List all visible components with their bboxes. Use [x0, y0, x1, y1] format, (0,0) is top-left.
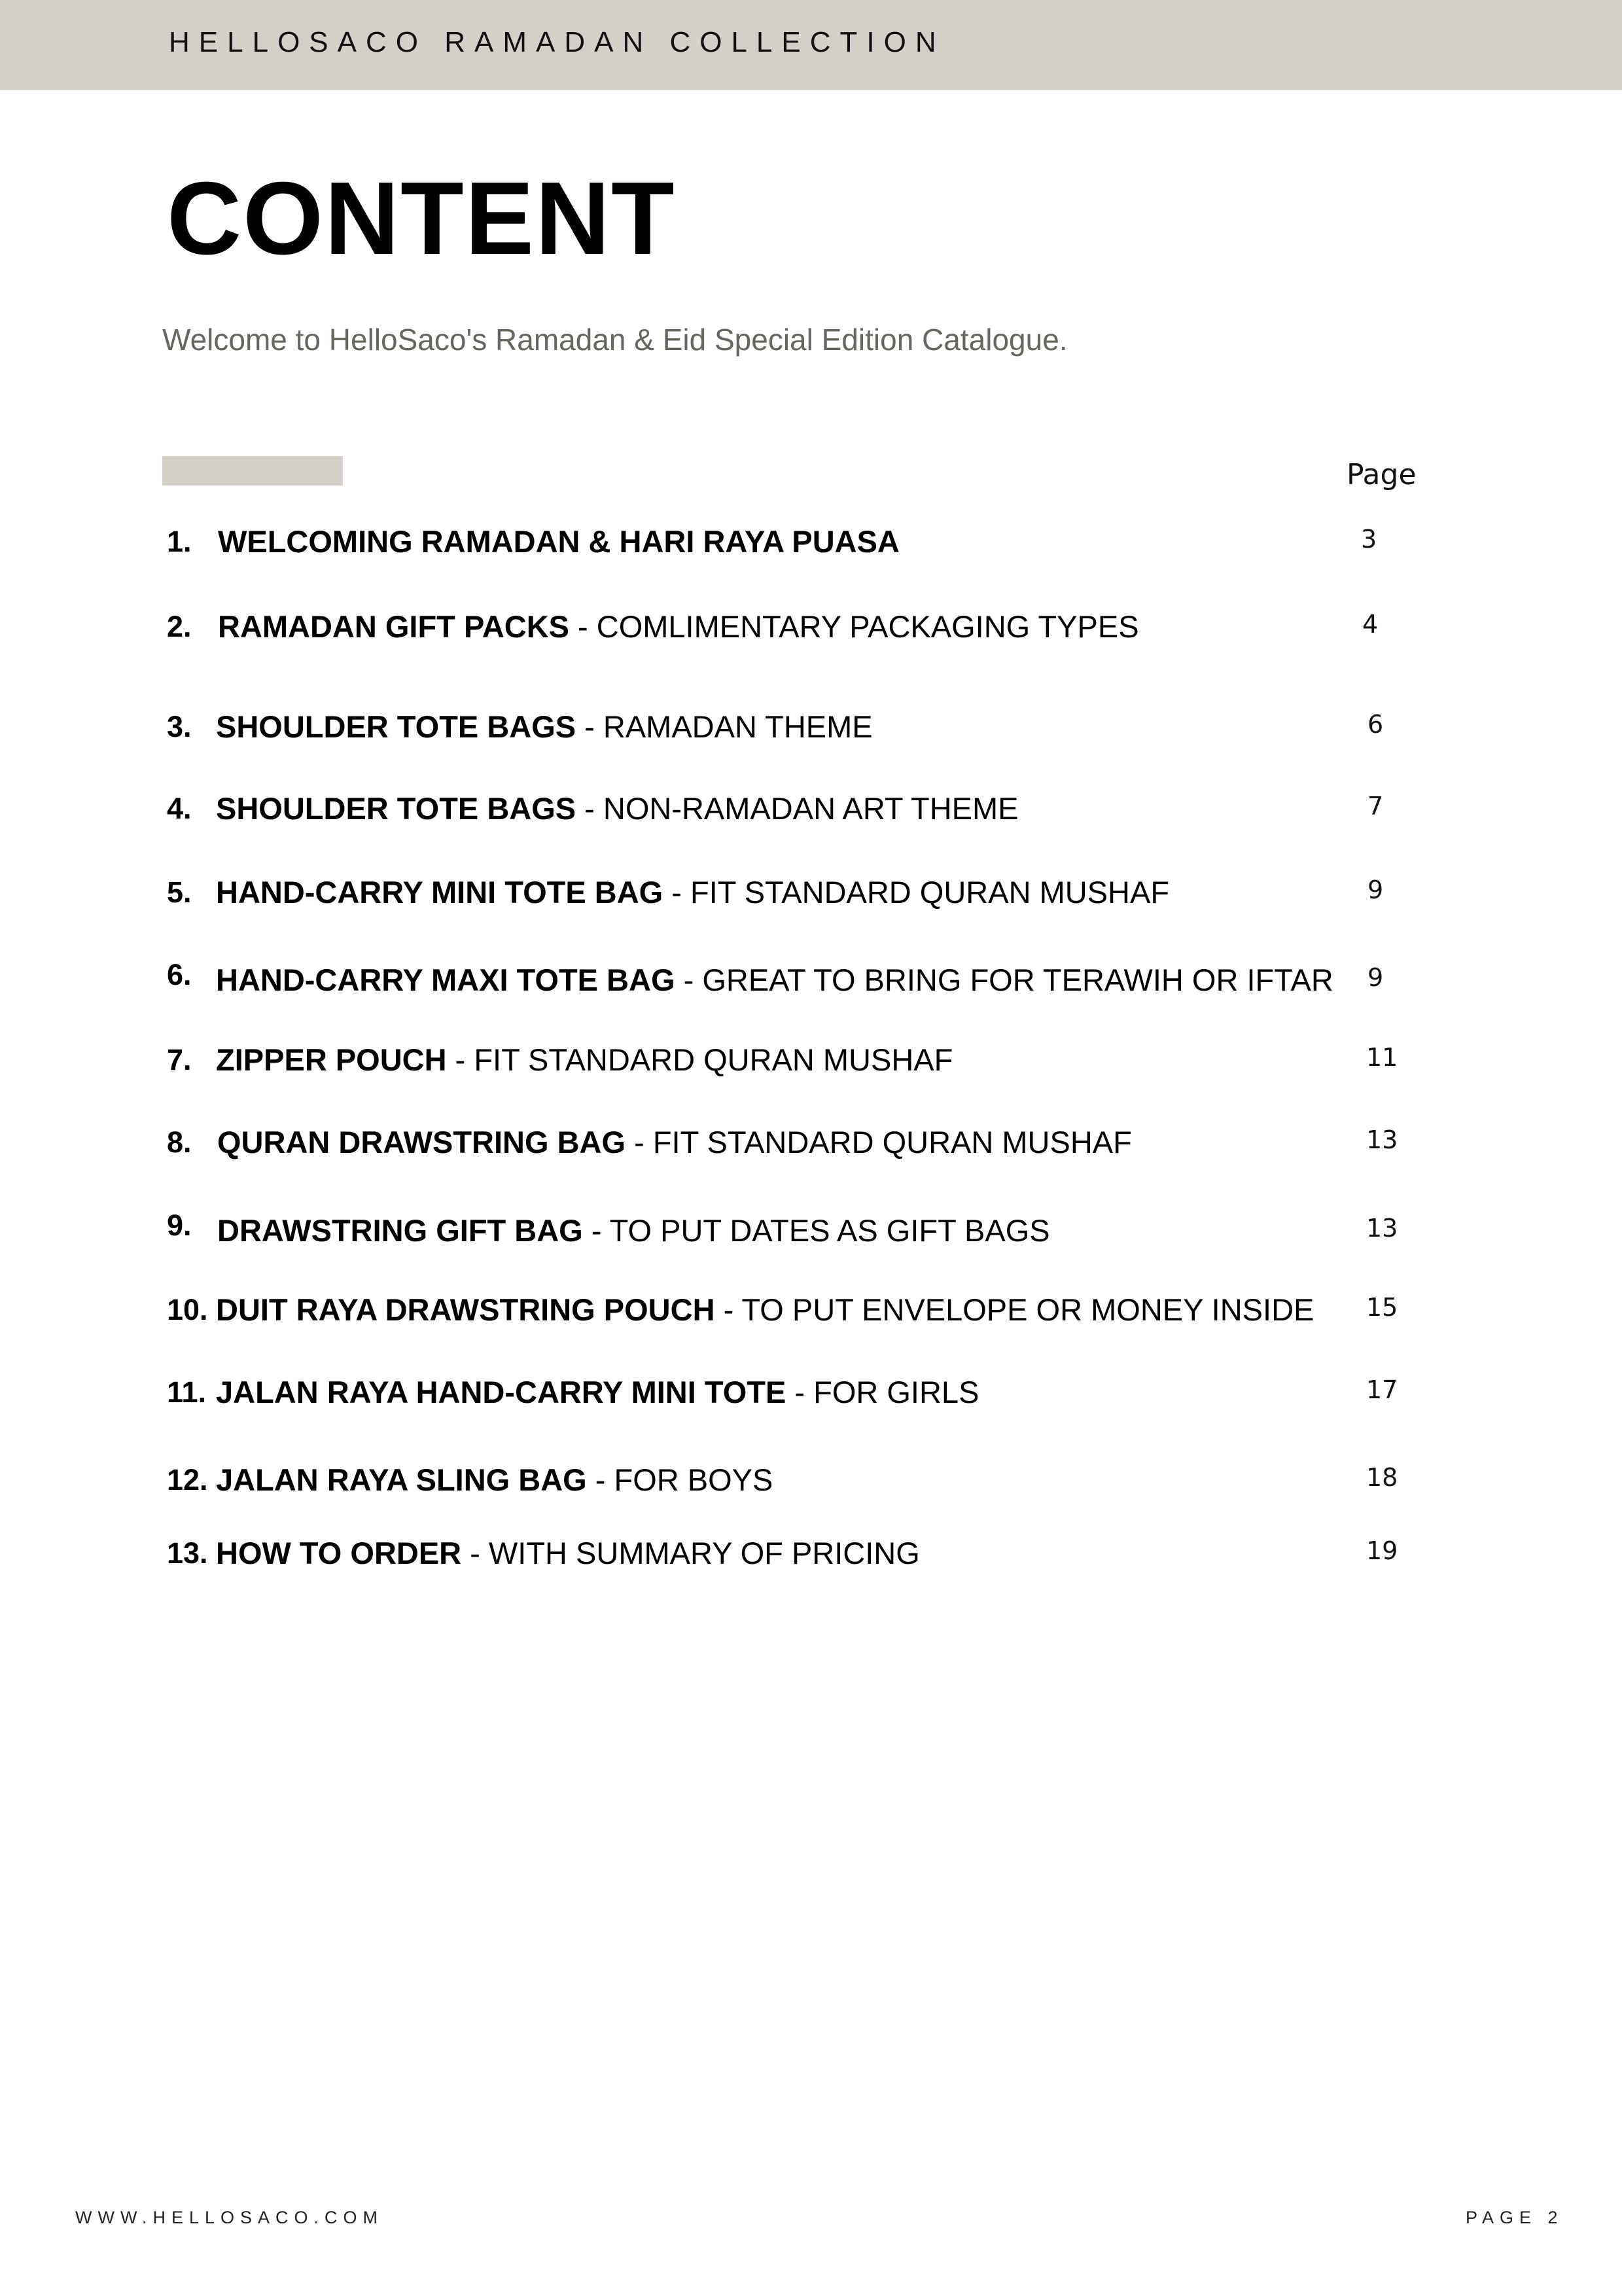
toc-entry[interactable] — [0, 874, 1622, 913]
toc-entry-subtitle: - FIT STANDARD QURAN MUSHAF — [663, 875, 1170, 910]
toc-entry-number: 1. — [167, 525, 192, 558]
toc-entry-page: 3 — [1361, 525, 1377, 554]
toc-entry-page: 4 — [1362, 610, 1379, 639]
toc-entry-page: 15 — [1366, 1293, 1398, 1322]
toc-entry-page: 13 — [1366, 1125, 1398, 1154]
footer-website[interactable]: WWW.HELLOSACO.COM — [75, 2208, 384, 2227]
toc-entry-title: JALAN RAYA HAND-CARRY MINI TOTE — [216, 1375, 786, 1409]
header-bar — [0, 0, 1622, 90]
toc-entry-title: DUIT RAYA DRAWSTRING POUCH — [216, 1292, 715, 1327]
toc-entry-page: 9 — [1367, 963, 1384, 992]
toc-entry[interactable] — [0, 1292, 1622, 1331]
toc-entry-title: JALAN RAYA SLING BAG — [216, 1462, 587, 1497]
toc-entry-subtitle: - TO PUT DATES AS GIFT BAGS — [582, 1213, 1050, 1248]
toc-entry-title: HOW TO ORDER — [216, 1536, 462, 1570]
toc-entry-subtitle: - FOR GIRLS — [786, 1375, 979, 1409]
toc-entry-title: QURAN DRAWSTRING BAG — [217, 1125, 626, 1159]
toc-entry[interactable] — [0, 1042, 1622, 1081]
toc-entry-number: 2. — [167, 610, 192, 643]
toc-entry-subtitle: - GREAT TO BRING FOR TERAWIH OR IFTAR — [675, 963, 1333, 997]
toc-entry-page: 11 — [1366, 1043, 1398, 1072]
toc-entry-number: 11. — [167, 1375, 207, 1409]
toc-entry[interactable] — [0, 1124, 1622, 1163]
collection-title: HELLOSACO RAMADAN COLLECTION — [169, 26, 945, 58]
toc-entry-page: 6 — [1367, 710, 1384, 739]
toc-entry-page: 17 — [1366, 1375, 1398, 1404]
toc-entry-number: 13. — [167, 1536, 208, 1570]
toc-entry-number: 10. — [167, 1293, 208, 1326]
toc-entry-subtitle: - NON-RAMADAN ART THEME — [576, 791, 1019, 826]
toc-entry[interactable] — [0, 523, 1622, 563]
toc-entry[interactable] — [0, 790, 1622, 830]
toc-entry-subtitle: - RAMADAN THEME — [576, 709, 873, 744]
toc-entry-number: 9. — [167, 1209, 192, 1242]
toc-entry-number: 4. — [167, 792, 192, 825]
toc-entry-page: 9 — [1367, 875, 1384, 904]
toc-entry[interactable] — [0, 609, 1622, 648]
toc-entry-number: 12. — [167, 1463, 208, 1496]
toc-entry[interactable] — [0, 709, 1622, 748]
toc-entry-subtitle: - TO PUT ENVELOPE OR MONEY INSIDE — [714, 1292, 1314, 1327]
toc-entry-subtitle: - COMLIMENTARY PACKAGING TYPES — [569, 609, 1139, 644]
toc-entry-subtitle: - FIT STANDARD QURAN MUSHAF — [446, 1042, 953, 1077]
toc-entry-number: 5. — [167, 875, 192, 909]
toc-entry-number: 6. — [167, 958, 192, 991]
toc-entry-title: WELCOMING RAMADAN & HARI RAYA PUASA — [218, 524, 900, 559]
toc-entry-page: 13 — [1366, 1214, 1398, 1243]
toc-entry[interactable] — [0, 1374, 1622, 1413]
toc-entry[interactable] — [0, 1209, 1622, 1252]
toc-entry-page: 18 — [1366, 1463, 1398, 1492]
footer-page-number: PAGE 2 — [1466, 2208, 1564, 2227]
page-title: CONTENT — [167, 161, 676, 276]
toc-entry-subtitle: - FOR BOYS — [586, 1462, 773, 1497]
toc-entry-number: 3. — [167, 710, 192, 743]
toc-entry-number: 8. — [167, 1125, 192, 1159]
toc-entry-title: SHOULDER TOTE BAGS — [216, 791, 576, 826]
toc-entry-title: ZIPPER POUCH — [216, 1042, 447, 1077]
toc-entry-number: 7. — [167, 1043, 192, 1076]
toc-entry-subtitle: - FIT STANDARD QURAN MUSHAF — [626, 1125, 1132, 1159]
toc-entry-title: SHOULDER TOTE BAGS — [216, 709, 576, 744]
toc-entry[interactable] — [0, 958, 1622, 1001]
toc-entry[interactable] — [0, 1462, 1622, 1501]
toc-entry-title: DRAWSTRING GIFT BAG — [217, 1213, 583, 1248]
toc-entry-title: HAND-CARRY MINI TOTE BAG — [216, 875, 663, 910]
page-column-label: Page — [1347, 458, 1417, 491]
toc-entry-page: 7 — [1367, 792, 1384, 821]
toc-entry[interactable] — [0, 1535, 1622, 1574]
intro-text: Welcome to HelloSaco's Ramadan & Eid Special Edition Catalogue. — [162, 323, 1068, 357]
decorative-bar — [162, 456, 343, 486]
toc-entry-title: HAND-CARRY MAXI TOTE BAG — [216, 963, 675, 997]
toc-entry-page: 19 — [1366, 1536, 1398, 1565]
toc-entry-subtitle: - WITH SUMMARY OF PRICING — [461, 1536, 920, 1570]
toc-entry-title: RAMADAN GIFT PACKS — [218, 609, 569, 644]
